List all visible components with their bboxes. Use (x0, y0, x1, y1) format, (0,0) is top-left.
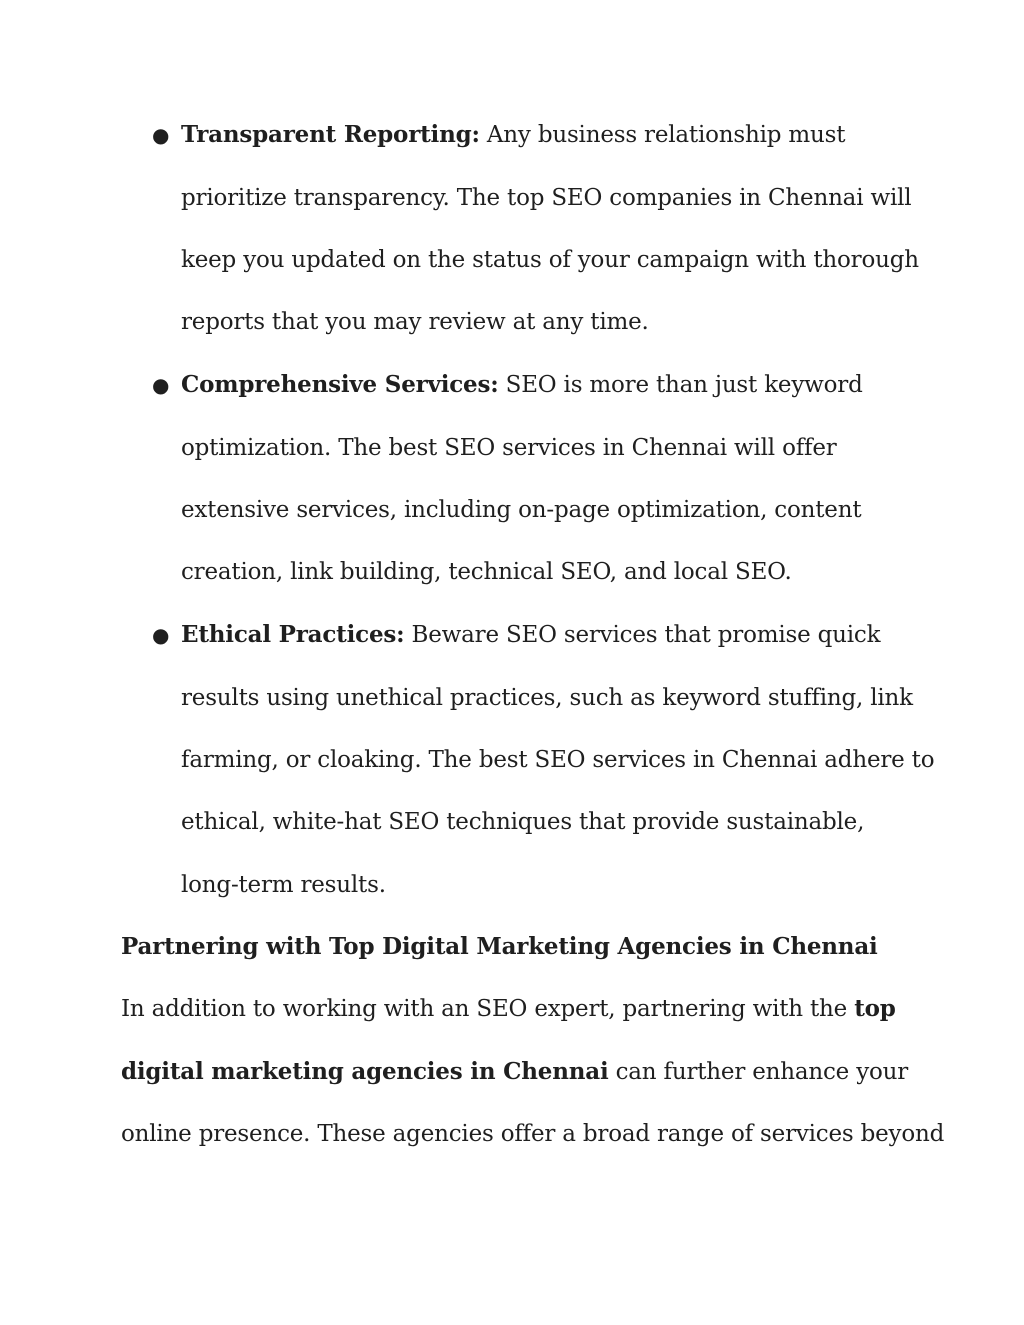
bullet-title: Comprehensive Services: (181, 371, 499, 398)
bullet-title: Ethical Practices: (181, 621, 405, 648)
bullet-text-line: farming, or cloaking. The best SEO services in Chennai adhere to (181, 747, 935, 773)
paragraph-bold-text: digital marketing agencies in Chennai (121, 1058, 609, 1085)
bullet-first-line (181, 370, 863, 400)
paragraph-text: In addition to working with an SEO expert, partnering with the (121, 996, 855, 1022)
paragraph-bold-text: top (854, 995, 896, 1022)
bullet-marker: ● (152, 123, 170, 147)
bullet-text-line: optimization. The best SEO services in Chennai will offer (181, 435, 837, 461)
bullet-first-line (181, 620, 880, 650)
bullet-text-line: extensive services, including on-page optimization, content (181, 497, 862, 523)
bullet-marker: ● (152, 373, 170, 397)
bullet-text-line: creation, link building, technical SEO, and local SEO. (181, 559, 792, 585)
bullet-text-line: prioritize transparency. The top SEO companies in Chennai will (181, 185, 912, 211)
bullet-text-line: ethical, white-hat SEO techniques that provide sustainable, (181, 809, 865, 835)
bullet-text: Any business relationship must (479, 122, 846, 148)
section-heading: Partnering with Top Digital Marketing Agencies in Chennai (121, 933, 878, 960)
bullet-text: Beware SEO services that promise quick (404, 622, 881, 648)
paragraph-line: online presence. These agencies offer a broad range of services beyond (121, 1121, 945, 1147)
bullet-text: SEO is more than just keyword (498, 372, 863, 398)
bullet-text-line: reports that you may review at any time. (181, 309, 649, 335)
bullet-text-line: results using unethical practices, such as keyword stuffing, link (181, 685, 913, 711)
bullet-text-line: long-term results. (181, 872, 386, 898)
bullet-marker: ● (152, 623, 170, 647)
paragraph-line (121, 1057, 908, 1087)
bullet-first-line (181, 120, 845, 150)
paragraph-line (121, 994, 896, 1024)
paragraph-text: can further enhance your (608, 1059, 909, 1085)
bullet-text-line: keep you updated on the status of your campaign with thorough (181, 247, 919, 273)
bullet-title: Transparent Reporting: (181, 121, 480, 148)
